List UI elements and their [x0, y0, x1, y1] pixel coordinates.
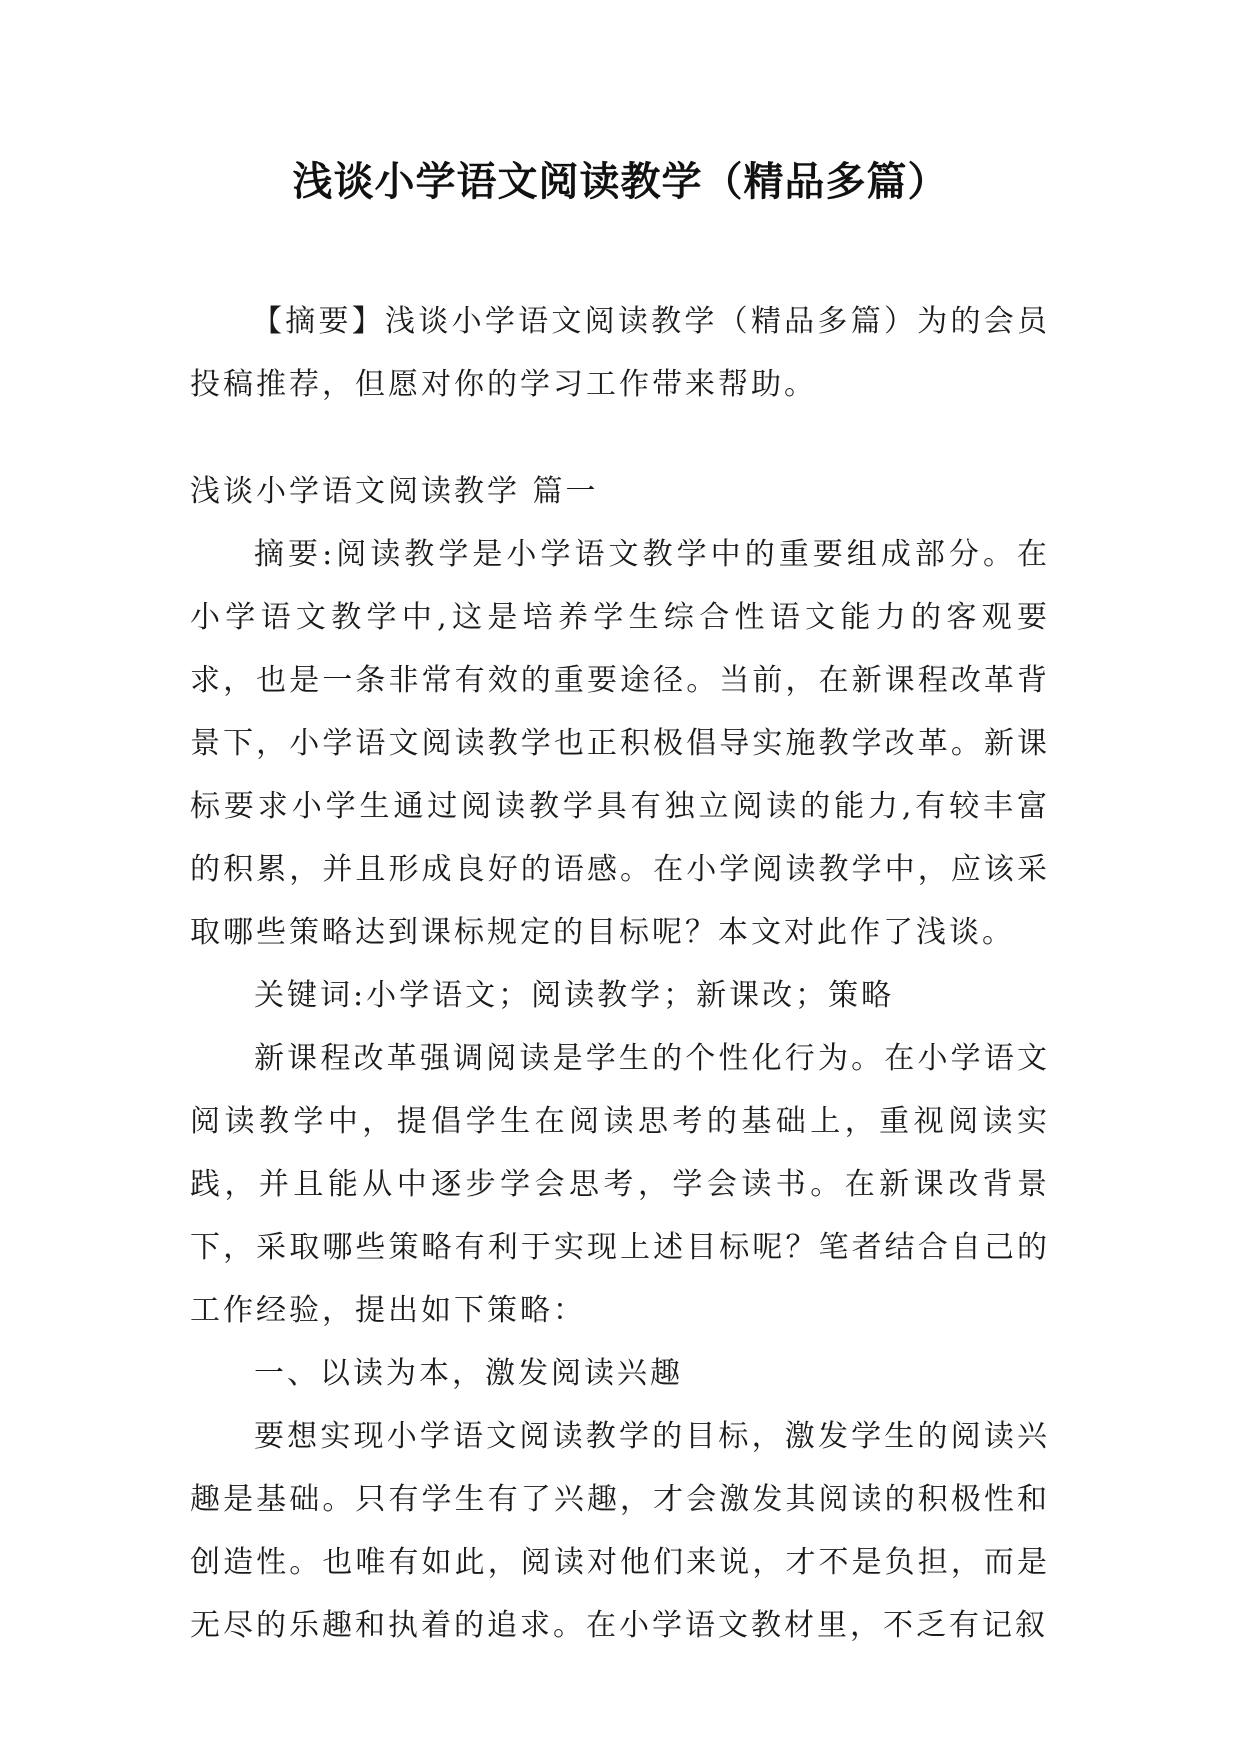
abstract-text: 【摘要】浅谈小学语文阅读教学（精品多篇）为的会员投稿推荐，但愿对你的学习工作带来帮助。 [190, 304, 1050, 402]
document-title: 浅谈小学语文阅读教学（精品多篇） [292, 159, 949, 205]
document-body [190, 460, 1050, 1657]
paragraph-1: 要想实现小学语文阅读教学的目标，激发学生的阅读兴趣是基础。只有学生有了兴趣，才会激发其阅读的积极性和创造性。也唯有如此，阅读对他们来说，才不是负担，而是无尽的乐趣和执着的追求。在小学语文教材里，不乏有记叙 [190, 1419, 1050, 1643]
section-heading: 浅谈小学语文阅读教学 篇一 [190, 474, 599, 509]
abstract-paragraph [190, 290, 1050, 416]
subheading-1: 一、以读为本，激发阅读兴趣 [254, 1356, 683, 1391]
paragraph-keywords: 关键词:小学语文；阅读教学；新课改；策略 [254, 978, 895, 1013]
paragraph-summary: 摘要:阅读教学是小学语文教学中的重要组成部分。在小学语文教学中,这是培养学生综合性语文能力的客观要求，也是一条非常有效的重要途径。当前，在新课程改革背景下，小学语文阅读教学也正积极倡导实施教学改革。新课标要求小学生通过阅读教学具有独立阅读的能力,有较丰富的积累，并且形成良好的语感。在小学阅读教学中，应该采取哪些策略达到课标规定的目标呢？本文对此作了浅谈。 [190, 537, 1050, 950]
paragraph-intro: 新课程改革强调阅读是学生的个性化行为。在小学语文阅读教学中，提倡学生在阅读思考的基础上，重视阅读实践，并且能从中逐步学会思考，学会读书。在新课改背景下，采取哪些策略有利于实现上述目标呢？笔者结合自己的工作经验，提出如下策略： [190, 1041, 1050, 1328]
